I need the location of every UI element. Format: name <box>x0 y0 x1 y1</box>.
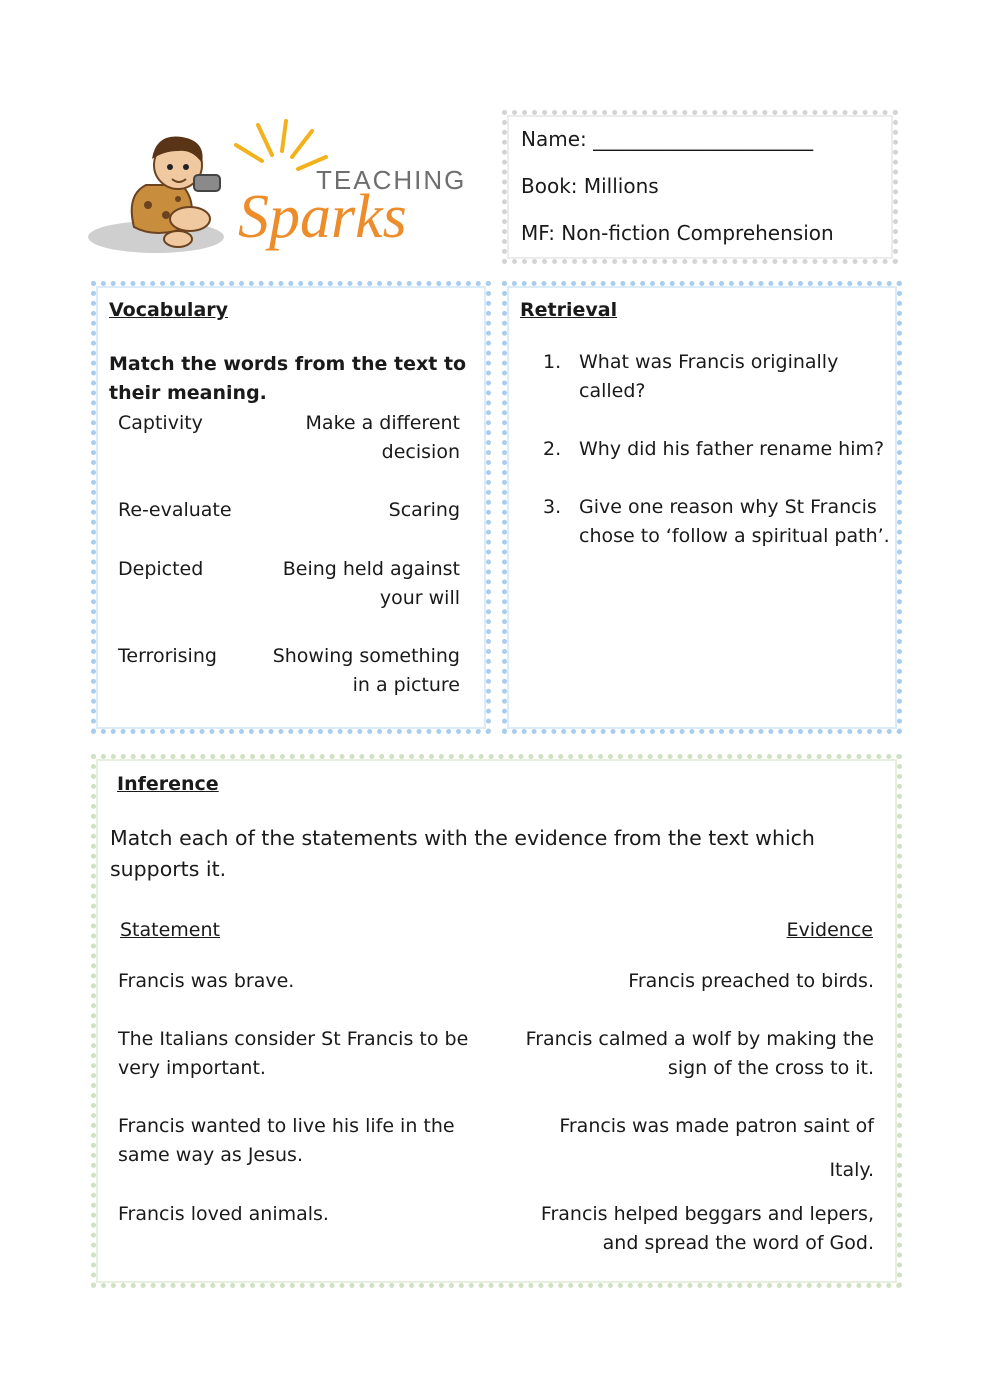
statement-text: Francis wanted to live his life in the same way as Jesus. <box>118 1115 455 1166</box>
question-text: What was Francis originally called? <box>579 351 839 402</box>
vocab-word: Re-evaluate <box>118 499 232 521</box>
vocab-meaning: Scaring <box>388 499 460 521</box>
retrieval-title: Retrieval <box>520 299 618 321</box>
inference-instruction: Match each of the statements with the evidence from the text which supports it. <box>110 826 815 881</box>
question-text: Why did his father rename him? <box>579 438 885 460</box>
teaching-sparks-logo <box>86 115 466 265</box>
student-info-box <box>502 110 898 264</box>
statement-text: Francis was brave. <box>118 970 295 992</box>
evidence-text: Francis was made patron saint of <box>559 1115 874 1137</box>
vocab-word: Depicted <box>118 558 204 580</box>
mf-label: MF: Non-fiction Comprehension <box>521 221 834 245</box>
question-item <box>543 348 893 406</box>
evidence-text: Francis preached to birds. <box>628 970 874 992</box>
retrieval-box <box>502 281 902 734</box>
vocab-word: Terrorising <box>118 645 217 667</box>
vocabulary-box <box>91 281 491 734</box>
question-text: Give one reason why St Francis chose to ‘follow a spiritual path’. <box>579 496 890 547</box>
inference-box <box>91 754 902 1288</box>
question-item <box>543 435 893 464</box>
vocab-meaning: Being held against your will <box>282 558 460 609</box>
statement-header: Statement <box>120 919 220 941</box>
evidence-text: Francis calmed a wolf by making the sign of the cross to it. <box>525 1028 874 1079</box>
question-number: 1. <box>543 351 562 373</box>
vocab-meaning: Make a different decision <box>305 412 460 463</box>
caveman-mascot-icon <box>86 115 466 265</box>
question-item <box>543 493 893 551</box>
inference-title: Inference <box>117 773 219 795</box>
evidence-text: Francis helped beggars and lepers, and spread the word of God. <box>540 1203 874 1254</box>
evidence-text: Italy. <box>829 1159 874 1181</box>
question-list <box>543 348 893 580</box>
statement-text: Francis loved animals. <box>118 1203 329 1225</box>
question-number: 3. <box>543 496 562 518</box>
statement-text: The Italians consider St Francis to be very important. <box>118 1028 469 1079</box>
vocabulary-instruction: Match the words from the text to their meaning. <box>109 353 467 404</box>
vocab-meaning: Showing something in a picture <box>272 645 460 696</box>
book-title: Book: Millions <box>521 174 659 198</box>
logo-sparks-text: Sparks <box>238 183 407 251</box>
logo-teaching-text: TEACHING <box>316 165 466 195</box>
name-field[interactable]: Name: ______________________ <box>521 127 814 151</box>
evidence-header: Evidence <box>786 919 873 941</box>
vocabulary-title: Vocabulary <box>109 299 229 321</box>
question-number: 2. <box>543 438 562 460</box>
vocab-word: Captivity <box>118 412 203 434</box>
